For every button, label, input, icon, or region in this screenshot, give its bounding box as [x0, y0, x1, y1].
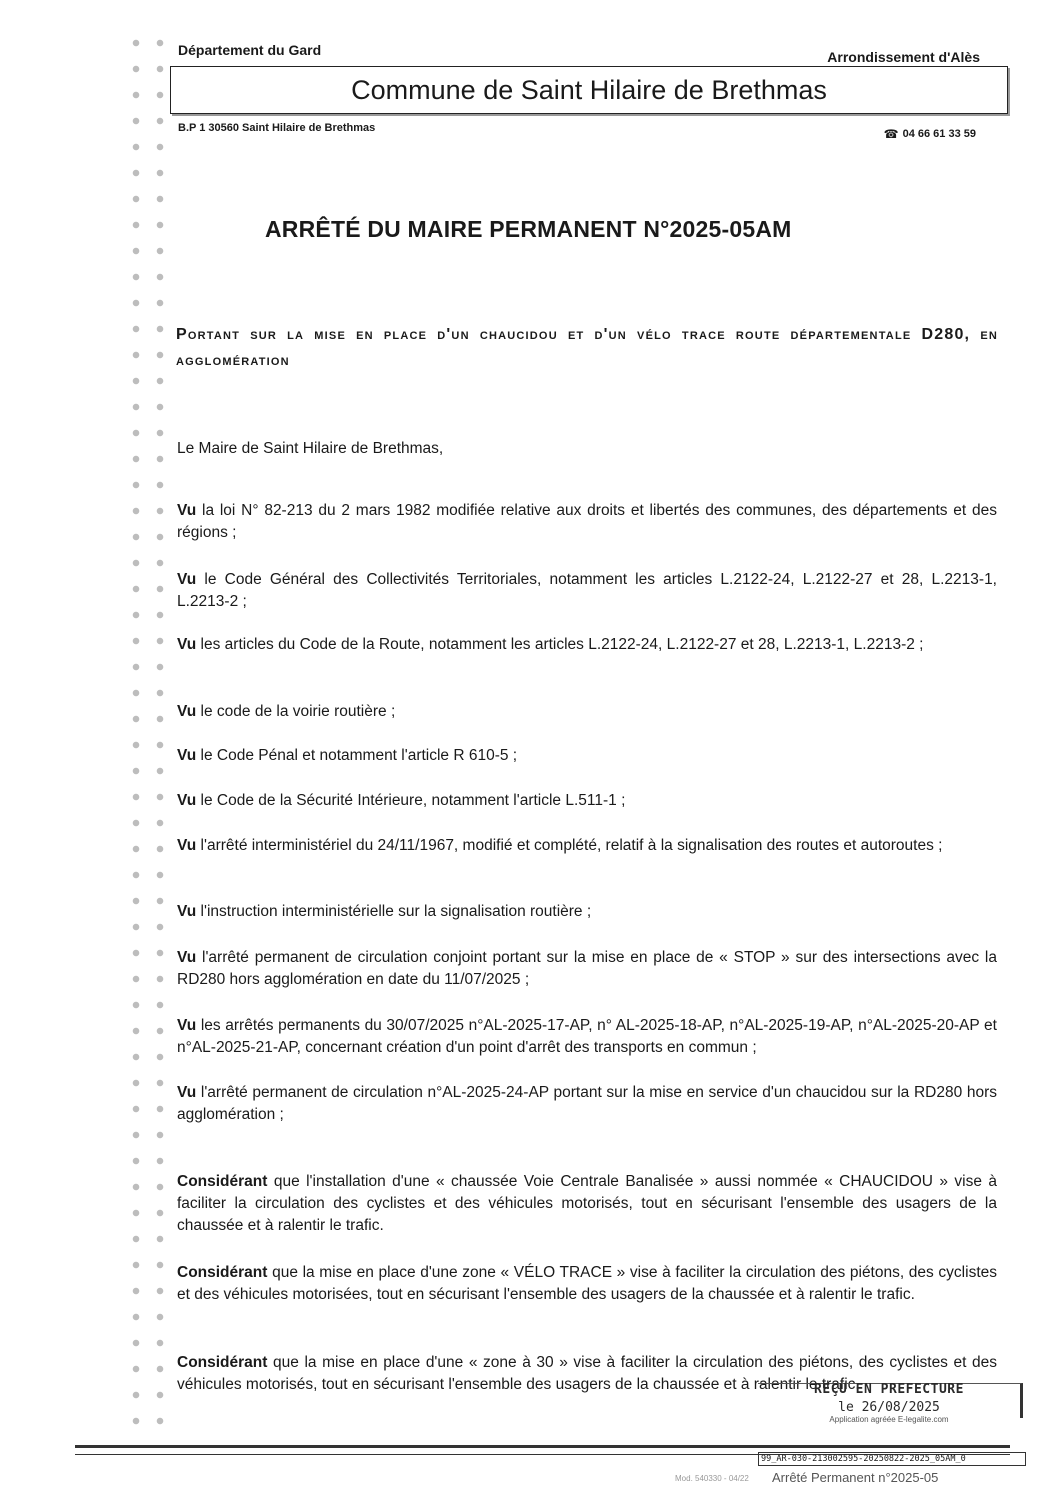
- vu-paragraph: Vu le Code Général des Collectivités Territoriales, notamment les articles L.2122-24, L.2122-27 et 28, L.2213-1, L.2213-2 ;: [177, 571, 997, 610]
- considerant-paragraph: Considérant que l'installation d'une « chaussée Voie Centrale Banalisée » aussi nommée « CHAUCIDOU » vise à faciliter la circulation des cyclistes et des véhicules motorisés, tout en sécurisant l'ensemble des usagers de la chaussée et à ralentir le trafic.: [177, 1173, 997, 1234]
- commune-title: Commune de Saint Hilaire de Brethmas: [351, 74, 827, 105]
- vu-paragraph: Vu les articles du Code de la Route, notamment les articles L.2122-24, L.2122-27 et 28, L.2213-1, L.2213-2 ;: [177, 636, 924, 653]
- intro-line: Le Maire de Saint Hilaire de Brethmas,: [177, 440, 444, 457]
- footer-arrete: Arrêté Permanent n°2025-05: [772, 1470, 939, 1485]
- document-subject: Portant sur la mise en place d'un chaucidou et d'un vélo trace route départementale D280, en agglomération: [176, 326, 998, 369]
- department-label: Département du Gard: [178, 42, 322, 58]
- footer-mod: Mod. 540330 - 04/22: [675, 1474, 749, 1483]
- vu-paragraph: Vu les arrêtés permanents du 30/07/2025 n°AL-2025-17-AP, n° AL-2025-18-AP, n°AL-2025-19-AP, n°AL-2025-20-AP et n°AL-2025-21-AP, concernant création d'un point d'arrêt des transports en commun ;: [177, 1017, 997, 1056]
- perforation-margin: [124, 30, 164, 1425]
- vu-paragraph: Vu l'arrêté permanent de circulation n°AL-2025-24-AP portant sur la mise en service d'un chaucidou sur la RD280 hors agglomération ;: [177, 1084, 997, 1123]
- considerant-paragraph: Considérant que la mise en place d'une « zone à 30 » vise à faciliter la circulation des piétons, des cyclistes et des véhicules motorisés, tout en sécurisant l'ensemble des usagers de la chaussée et à ralentir le trafic.: [177, 1354, 997, 1393]
- vu-paragraph: Vu le Code Pénal et notamment l'article R 610-5 ;: [177, 747, 518, 764]
- vu-paragraph: Vu l'arrêté permanent de circulation conjoint portant sur la mise en place de « STOP » sur des intersections avec la RD280 hors agglomération en date du 11/07/2025 ;: [177, 949, 997, 988]
- vu-paragraph: Vu le code de la voirie routière ;: [177, 703, 396, 720]
- document-title: ARRÊTÉ DU MAIRE PERMANENT N°2025-05AM: [265, 216, 792, 242]
- postal-address: B.P 1 30560 Saint Hilaire de Brethmas: [178, 122, 376, 134]
- considerant-paragraph: Considérant que la mise en place d'une zone « VÉLO TRACE » vise à faciliter la circulation des piétons, des cyclistes et des véhicules motorisées, tout en sécurisant l'ensemble des usagers de la chaussée et à ralentir le trafic.: [177, 1264, 997, 1303]
- telephone-icon: ☎: [883, 127, 899, 141]
- stamp-received: REÇU EN PREFECTURE: [814, 1382, 964, 1397]
- stamp-app: Application agréée E-legalite.com: [829, 1415, 949, 1424]
- vu-paragraph: Vu l'instruction interministérielle sur la signalisation routière ;: [177, 903, 592, 920]
- vu-paragraph: Vu le Code de la Sécurité Intérieure, notamment l'article L.511-1 ;: [177, 792, 626, 809]
- stamp-date: le 26/08/2025: [838, 1400, 940, 1415]
- vu-paragraph: Vu l'arrêté interministériel du 24/11/1967, modifié et complété, relatif à la signalisation des routes et autoroutes ;: [177, 837, 943, 854]
- commune-title-box: [170, 66, 1008, 114]
- phone-block: [884, 127, 976, 141]
- vu-paragraph: Vu la loi N° 82-213 du 2 mars 1982 modifiée relative aux droits et libertés des communes, des départements et des régions ;: [177, 502, 997, 541]
- prefecture-stamp: [754, 1382, 1024, 1460]
- phone-number: 04 66 61 33 59: [902, 128, 976, 140]
- stamp-id: 99_AR-030-213002595-20250822-2025_05AM_0: [758, 1452, 1026, 1466]
- arrondissement-label: Arrondissement d'Alès: [827, 49, 980, 65]
